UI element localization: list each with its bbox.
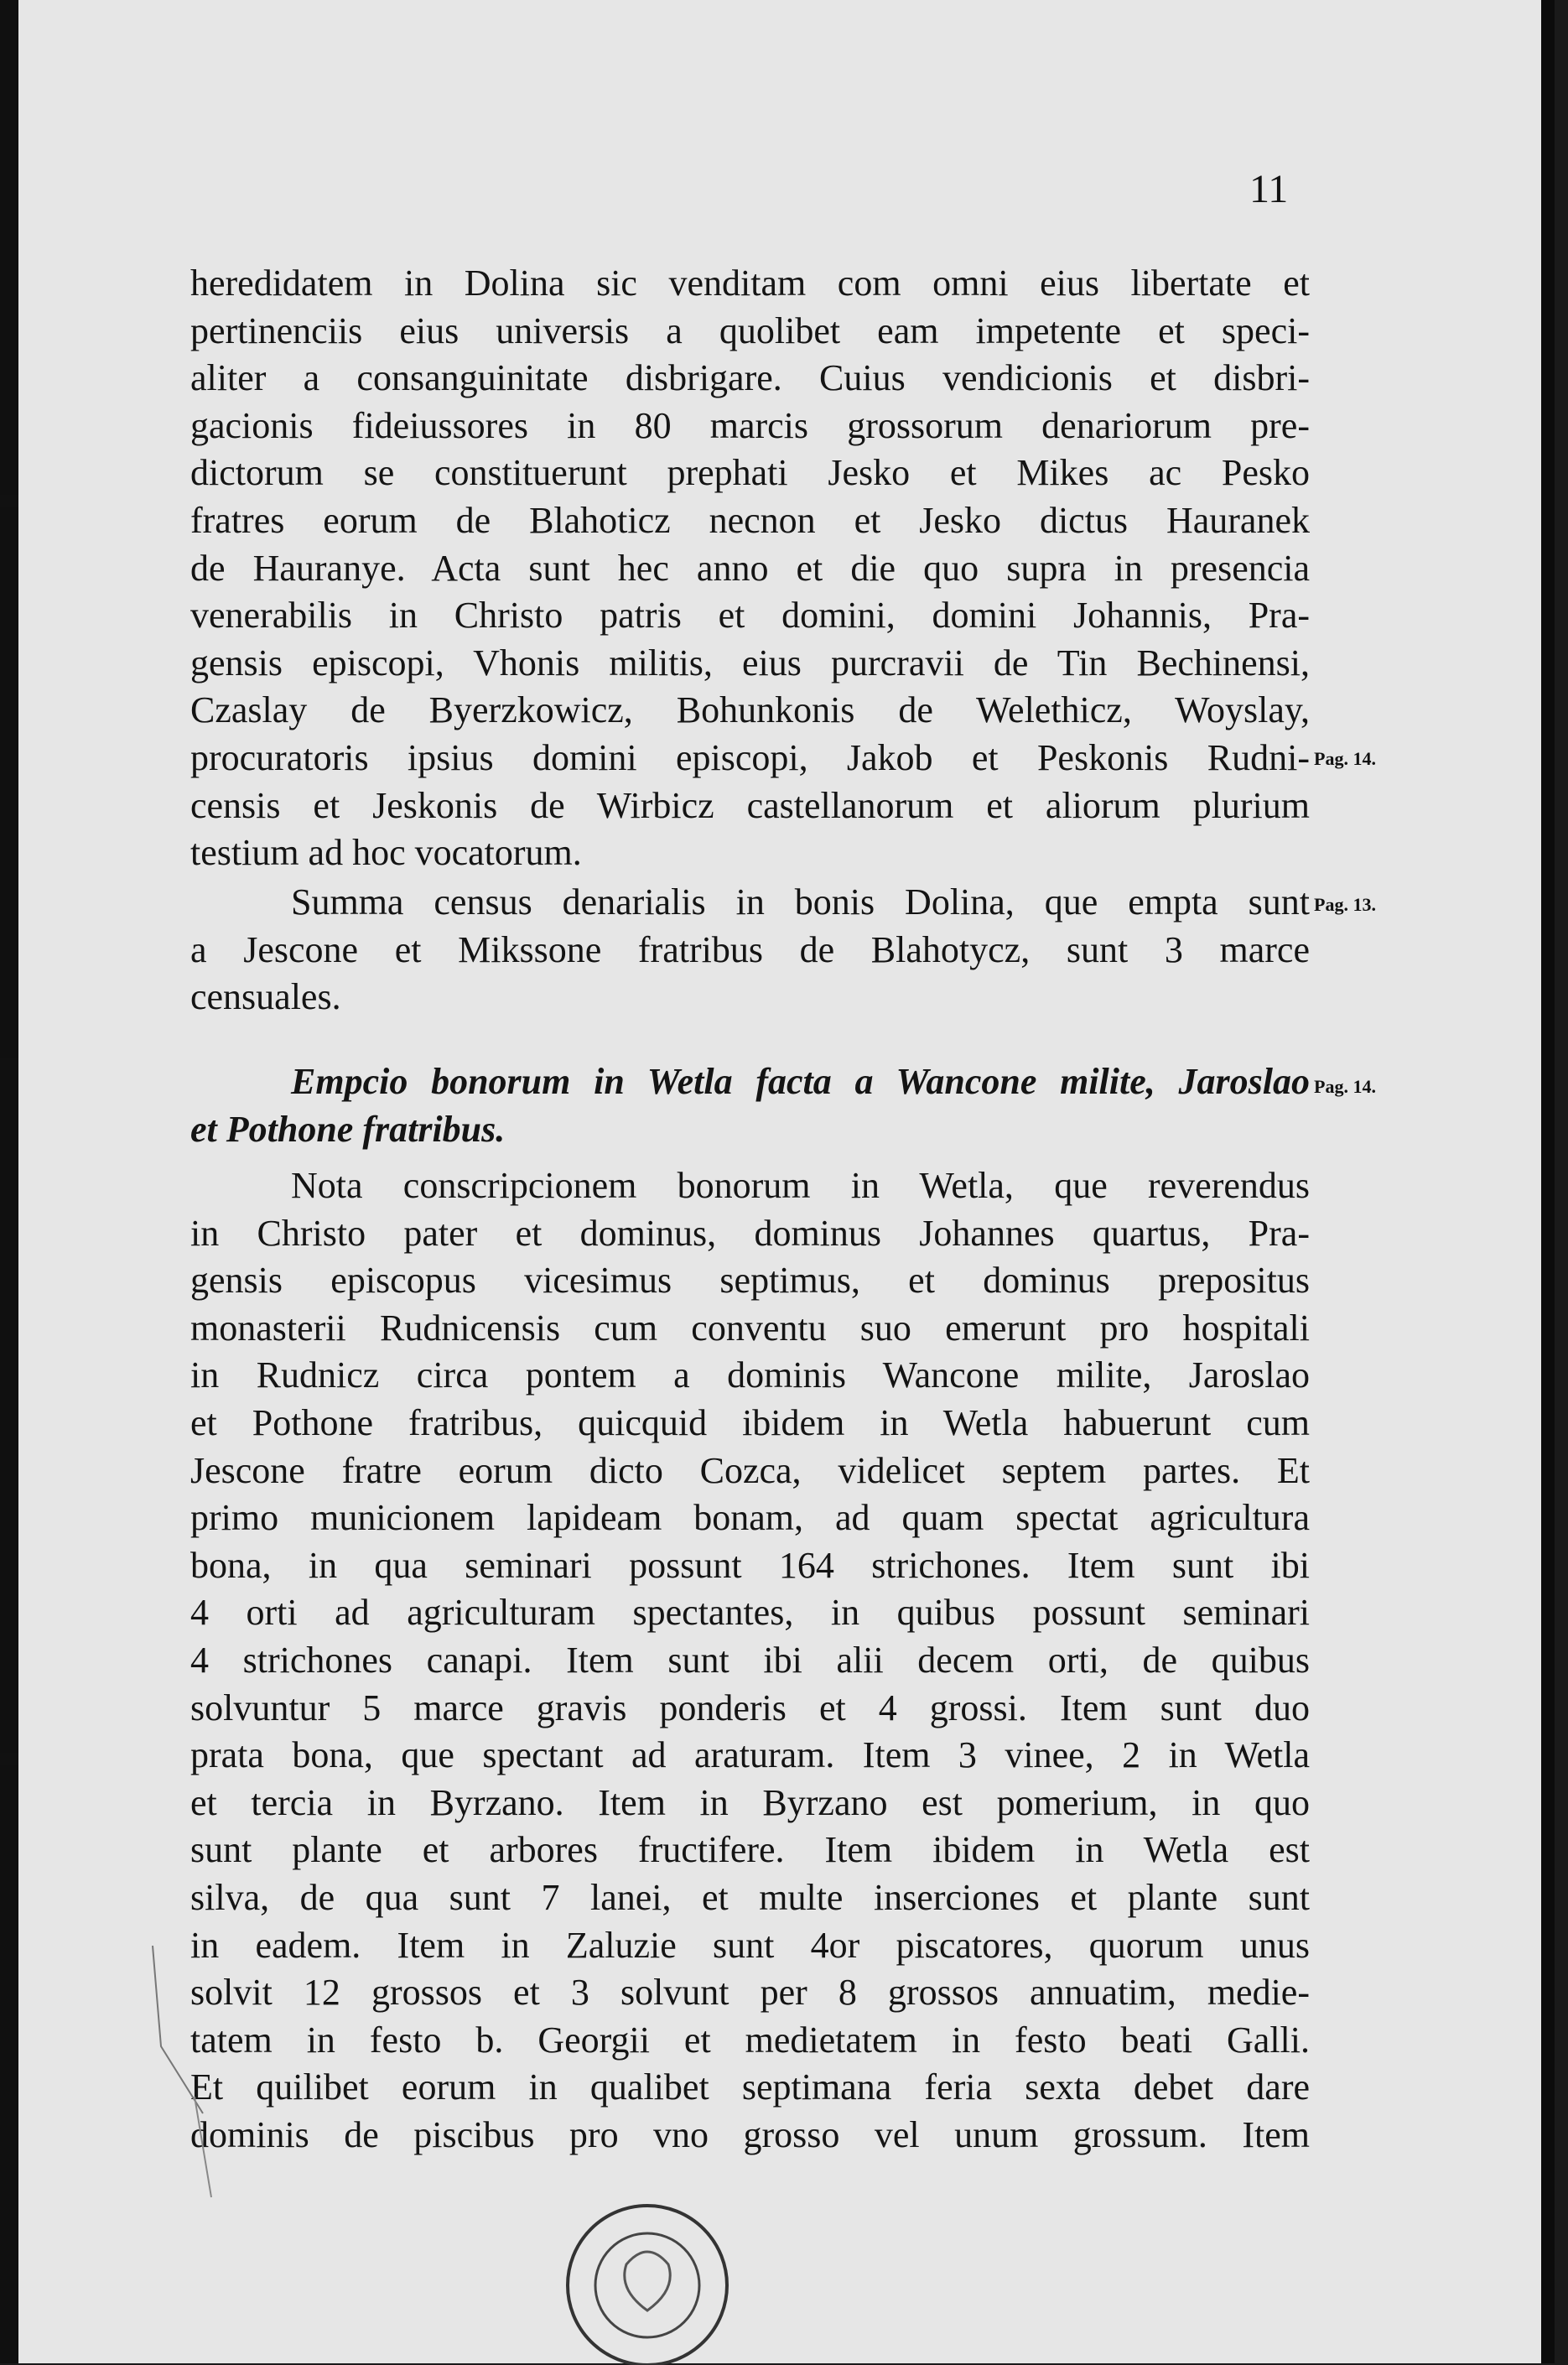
text-line: censuales. (190, 976, 341, 1018)
heading-line: Empcio bonorum in Wetla facta a Wancone milite, Jaroslao (291, 1061, 1310, 1102)
text-line: gensis episcopi, Vhonis militis, eius purcravii de Tin Bechinensi, (190, 642, 1310, 684)
margin-note: Pag. 14. (1314, 1076, 1376, 1097)
text-line: 4 strichones canapi. Item sunt ibi alii decem orti, de quibus (190, 1639, 1310, 1681)
text-line: et tercia in Byrzano. Item in Byrzano est pomerium, in quo (190, 1781, 1310, 1823)
margin-note: Pag. 13. (1314, 894, 1376, 915)
text-line: prata bona, que spectant ad araturam. Item 3 vinee, 2 in Wetla (190, 1734, 1310, 1776)
text-line: a Jescone et Mikssone fratribus de Blahotycz, sunt 3 marce (190, 928, 1310, 970)
text-line: in eadem. Item in Zaluzie sunt 4or piscatores, quorum unus (190, 1924, 1310, 1966)
text-line: procuratoris ipsius domini episcopi, Jakob et Peskonis Rudni- (190, 736, 1310, 778)
text-line: in Rudnicz circa pontem a dominis Wancone milite, Jaroslao (190, 1354, 1310, 1396)
text-line: heredidatem in Dolina sic venditam com omni eius libertate et (190, 262, 1310, 304)
text-line: monasterii Rudnicensis cum conventu suo emerunt pro hospitali (190, 1307, 1310, 1349)
heading-line: et Pothone fratribus. (190, 1108, 506, 1150)
text-line: dictorum se constituerunt prephati Jesko et Mikes ac Pesko (190, 452, 1310, 494)
text-line: tatem in festo b. Georgii et medietatem in festo beati Galli. (190, 2019, 1310, 2061)
paragraph-2 (190, 879, 1310, 1021)
section-heading (190, 1058, 1310, 1153)
text-line: pertinenciis eius universis a quolibet eam impetente et speci- (190, 309, 1310, 351)
document-page (18, 0, 1555, 2363)
margin-note: Pag. 14. (1314, 748, 1376, 769)
text-line: bona, in qua seminari possunt 164 strichones. Item sunt ibi (190, 1544, 1310, 1586)
text-line: et Pothone fratribus, quicquid ibidem in Wetla habuerunt cum (190, 1401, 1310, 1443)
text-line: venerabilis in Christo patris et domini, domini Johannis, Pra- (190, 595, 1310, 637)
text-line: Nota conscripcionem bonorum in Wetla, que reverendus (291, 1165, 1310, 1206)
text-line: censis et Jeskonis de Wirbicz castellanorum et aliorum plurium (190, 784, 1310, 826)
text-line: Et quilibet eorum in qualibet septimana feria sexta debet dare (190, 2066, 1310, 2108)
text-line: solvit 12 grossos et 3 solvunt per 8 grossos annuatim, medie- (190, 1972, 1310, 2014)
text-line: Czaslay de Byerzkowicz, Bohunkonis de Welethicz, Woyslay, (190, 689, 1310, 731)
page-number: 11 (1249, 167, 1289, 211)
text-line: in Christo pater et dominus, dominus Johannes quartus, Pra- (190, 1212, 1310, 1254)
paragraph-1 (190, 260, 1310, 877)
scan-left-edge (0, 0, 18, 2363)
text-line: sunt plante et arbores fructifere. Item ibidem in Wetla est (190, 1829, 1310, 1871)
paragraph-3 (190, 1162, 1310, 2159)
text-line: Summa census denarialis in bonis Dolina, que empta sunt (291, 881, 1310, 923)
text-line: fratres eorum de Blahoticz necnon et Jesko dictus Hauranek (190, 499, 1310, 541)
scan-right-edge (1541, 0, 1555, 2363)
text-line: solvuntur 5 marce gravis ponderis et 4 grossi. Item sunt duo (190, 1687, 1310, 1728)
text-line: gensis episcopus vicesimus septimus, et dominus prepositus (190, 1260, 1310, 1302)
text-line: gacionis fideiussores in 80 marcis grossorum denariorum pre- (190, 404, 1310, 446)
text-line: primo municionem lapideam bonam, ad quam spectat agricultura (190, 1497, 1310, 1539)
text-line: testium ad hoc vocatorum. (190, 832, 582, 874)
pencil-mark (144, 1946, 220, 2214)
text-line: silva, de qua sunt 7 lanei, et multe inserciones et plante sunt (190, 1876, 1310, 1918)
text-line: de Hauranye. Acta sunt hec anno et die quo supra in presencia (190, 547, 1310, 589)
library-stamp (547, 2180, 748, 2365)
text-line: aliter a consanguinitate disbrigare. Cuius vendicionis et disbri- (190, 357, 1310, 399)
text-line: Jescone fratre eorum dicto Cozca, videlicet septem partes. Et (190, 1449, 1310, 1491)
text-line: 4 orti ad agriculturam spectantes, in quibus possunt seminari (190, 1592, 1310, 1634)
text-line: dominis de piscibus pro vno grosso vel unum grossum. Item (190, 2113, 1310, 2155)
